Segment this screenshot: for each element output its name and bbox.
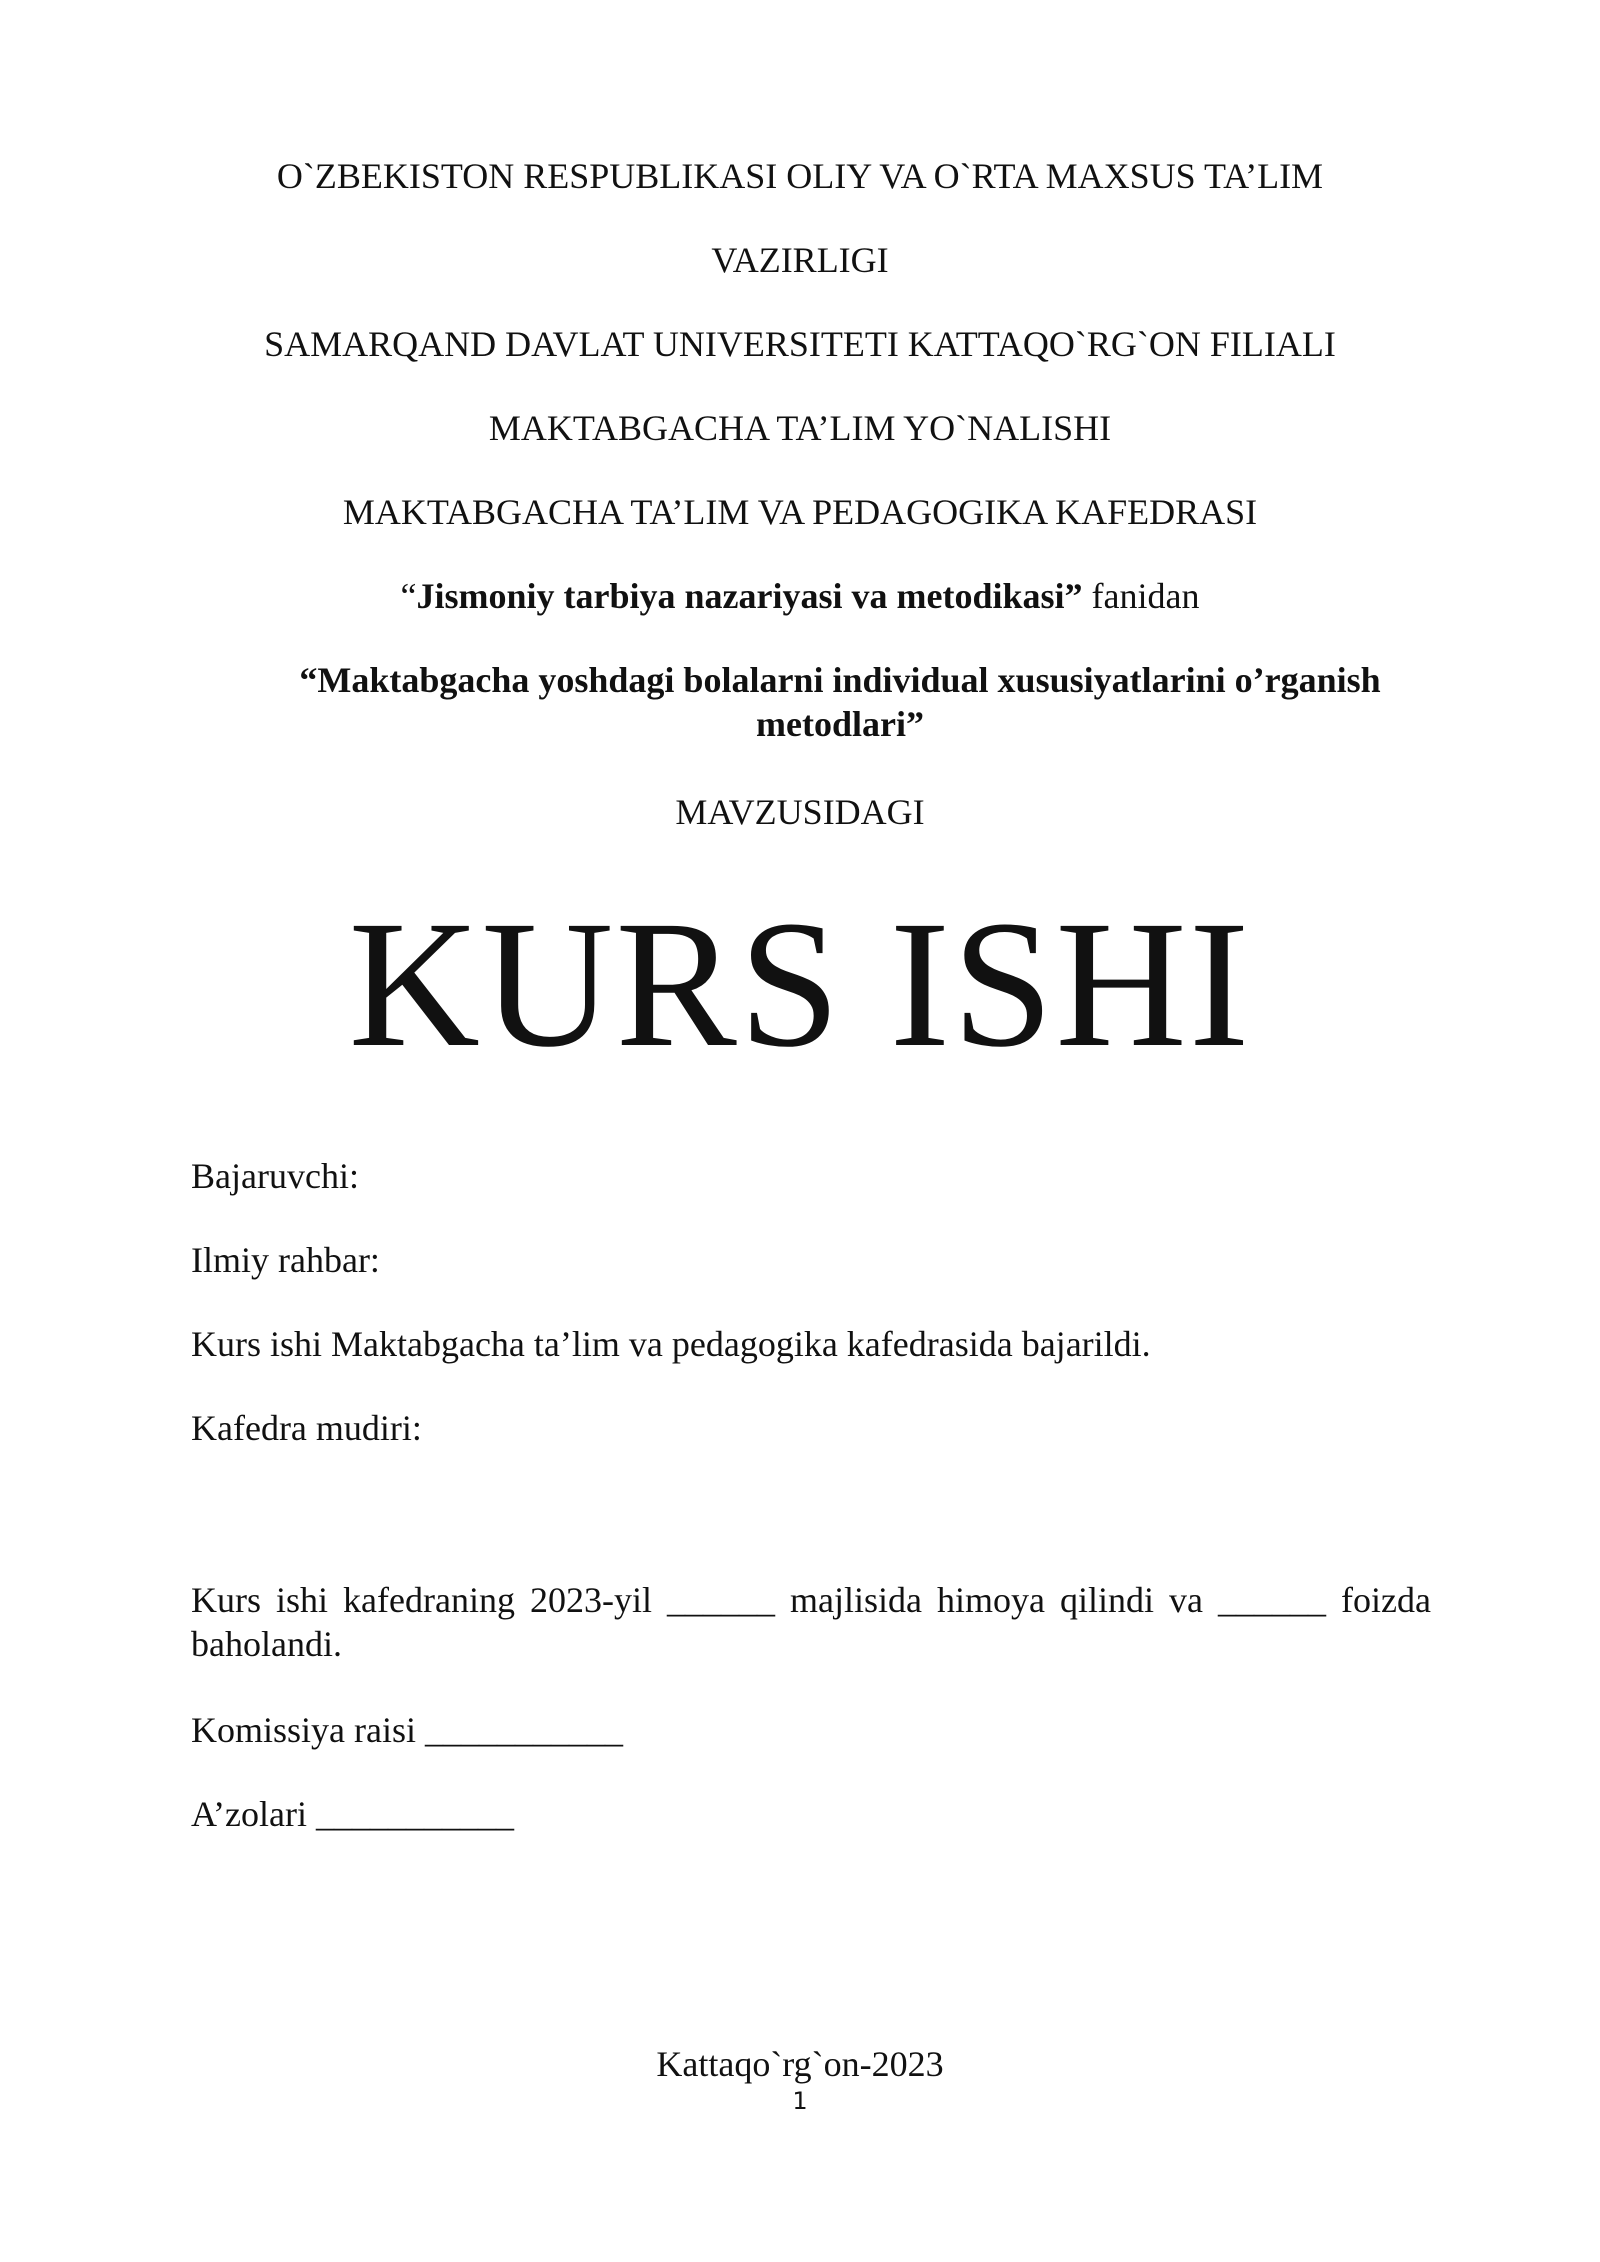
topic-line-1: “Maktabgacha yoshdagi bolalarni individual xususiyatlarini o’rganish bbox=[299, 660, 1381, 700]
topic-line-2: metodlari” bbox=[756, 704, 924, 744]
department-name: MAKTABGACHA TA’LIM VA PEDAGOGIKA KAFEDRASI bbox=[342, 492, 1258, 532]
completed-at-statement: Kurs ishi Maktabgacha ta’lim va pedagogika kafedrasida bajarildi. bbox=[191, 1324, 1151, 1364]
subject-open-quote: “ bbox=[400, 576, 417, 616]
ministry-line-2: VAZIRLIGI bbox=[711, 240, 889, 280]
document-type-title: KURS ISHI bbox=[348, 884, 1252, 1085]
head-of-department-field: Kafedra mudiri: bbox=[191, 1408, 422, 1448]
place-year: Kattaqo`rg`on-2023 bbox=[656, 2044, 944, 2084]
subject-line bbox=[0, 574, 1600, 618]
subject-suffix: fanidan bbox=[1082, 576, 1200, 616]
ministry-line-1: O`ZBEKISTON RESPUBLIKASI OLIY VA O`RTA MAXSUS TA’LIM bbox=[276, 156, 1324, 196]
university-name: SAMARQAND DAVLAT UNIVERSITETI KATTAQO`RG`ON FILIALI bbox=[264, 324, 1336, 364]
defense-statement: Kurs ishi kafedraning 2023-yil ______ majlisida himoya qilindi va ______ foizda baholandi. bbox=[191, 1580, 1431, 1664]
page-number: 1 bbox=[792, 2087, 808, 2115]
direction-name: MAKTABGACHA TA’LIM YO`NALISHI bbox=[488, 408, 1112, 448]
performer-field: Bajaruvchi: bbox=[191, 1156, 359, 1196]
members-field: A’zolari ___________ bbox=[191, 1794, 514, 1834]
topic-title bbox=[260, 658, 1420, 746]
commission-chair-field: Komissiya raisi ___________ bbox=[191, 1710, 623, 1750]
subject-name: Jismoniy tarbiya nazariyasi va metodikasi” bbox=[416, 576, 1083, 616]
topic-label: MAVZUSIDAGI bbox=[675, 792, 925, 832]
supervisor-field: Ilmiy rahbar: bbox=[191, 1240, 380, 1280]
